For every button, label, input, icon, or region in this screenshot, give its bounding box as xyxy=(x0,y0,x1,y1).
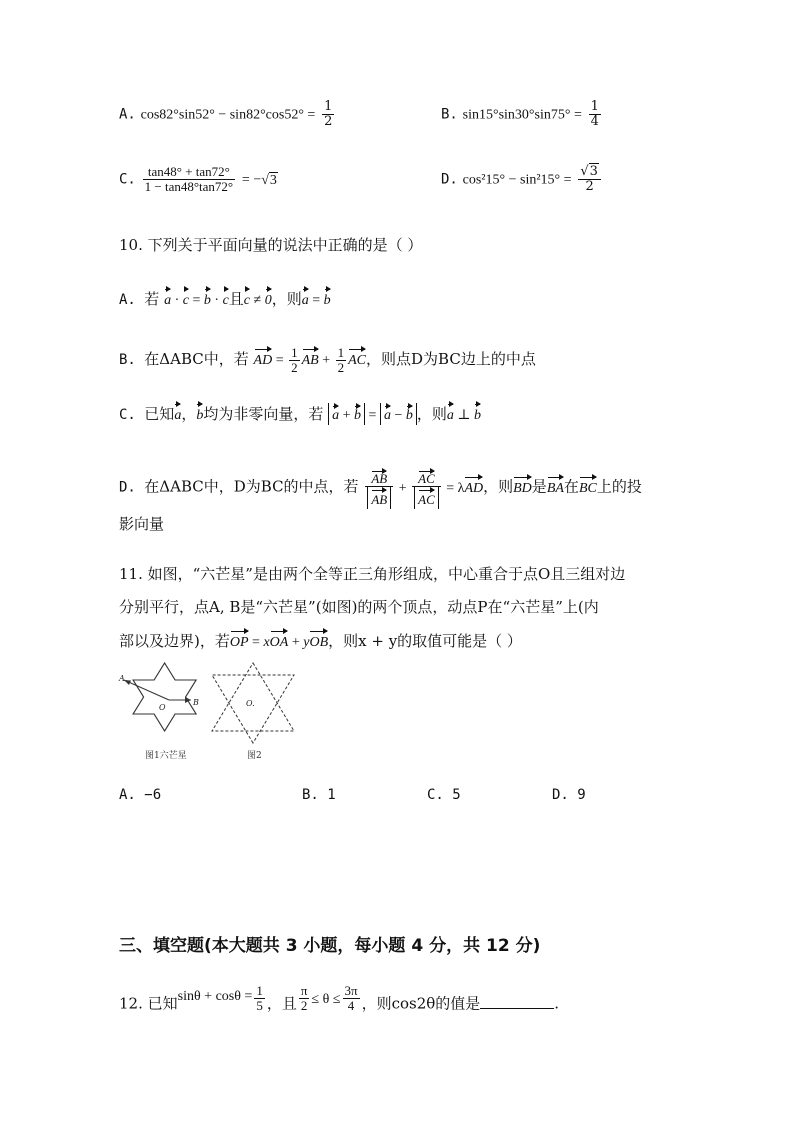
center-o-label: O. xyxy=(246,699,255,708)
q10-stem: 10. 下列关于平面向量的说法中正确的是（ ） xyxy=(119,236,423,254)
figure2-hexagram xyxy=(212,663,294,761)
point-a-label: A xyxy=(119,674,125,683)
q10-option-b: B. 在ΔABC中，若 AD = $\frac{1}{2}$ AB + $\frac{1}{2}$ AC，则点D为BC边上的中点 xyxy=(119,345,536,376)
q11-stem-line3: 部以及边界)，若OP = xOA + yOB，则x + y的取值可能是（ ） xyxy=(119,628,522,654)
q9-option-a: A. cos82°sin52° − sin82°cos52° = $\frac{1}{2}$ xyxy=(119,99,333,129)
arrow-head-a xyxy=(124,680,131,685)
point-o-label: O xyxy=(159,703,166,712)
q12-stem: 12. 已知sinθ + cosθ = $\frac{1}{5}$ ，且 $\frac{\pi}{2}$ ≤ θ ≤ $\frac{3\pi}{4}$ ，则cos2θ的值是 . xyxy=(119,983,560,1013)
q9-c-fraction: $\frac{\tan 48^\circ + \tan 72^\circ}{1 - \tan 48^\circ\tan 72^\circ}$ xyxy=(144,164,234,194)
q11-option-d: D. 9 xyxy=(552,787,586,803)
q9-d-fraction: $\frac{√3}{2}$ xyxy=(578,165,601,194)
q10-option-c: C. 已知a，b均为非零向量，若 a + b = a − b ，则a ⊥ b xyxy=(119,401,481,427)
q9-option-b: B. sin15°sin30°sin75° = $\frac{1}{4}$ xyxy=(441,99,599,129)
section-3-heading: 三、填空题(本大题共 3 小题，每小题 4 分，共 12 分) xyxy=(119,936,541,956)
q9-b-fraction: $\frac{1}{4}$ xyxy=(590,99,599,129)
q9-option-d: D. cos²15° − sin²15° = $\frac{√3}{2}$ xyxy=(441,165,603,194)
hexagram-figures xyxy=(115,655,315,765)
point-b-label: B xyxy=(193,698,199,707)
q10-option-d: D. 在ΔABC中，D为BC的中点，若 $\frac{AB}{AB}$ + $\frac{AC}{AC}$ = λAD，则BD是BA在BC上的投 xyxy=(119,468,642,509)
q9-a-fraction: $\frac{1}{2}$ xyxy=(324,99,333,129)
q9-option-c: C. $\frac{\tan 48^\circ + \tan 72^\circ}{1 - \tan 48^\circ\tan 72^\circ}$ = −√3 xyxy=(119,164,277,194)
figure1-caption: 图1六芒星 xyxy=(145,751,187,761)
q10-option-a: A. 若 a · c = b · c且c ≠ 0，则a = b xyxy=(119,286,331,312)
q11-stem-line2: 分别平行，点A, B是“六芒星”(如图)的两个顶点，动点P在“六芒星”上(内 xyxy=(119,598,599,616)
q11-option-b: B. 1 xyxy=(302,787,336,803)
figure2-caption: 图2 xyxy=(247,751,262,761)
q11-option-a: A. −6 xyxy=(119,787,162,803)
answer-blank[interactable] xyxy=(480,994,554,1009)
sqrt-symbol: √3 xyxy=(261,172,277,188)
q10-option-d-cont: 影向量 xyxy=(119,515,165,533)
q11-stem-line1: 11. 如图，“六芒星”是由两个全等正三角形组成，中心重合于点O且三组对边 xyxy=(119,565,626,583)
q11-option-c: C. 5 xyxy=(427,787,461,803)
figure1-hexagram xyxy=(118,663,199,761)
